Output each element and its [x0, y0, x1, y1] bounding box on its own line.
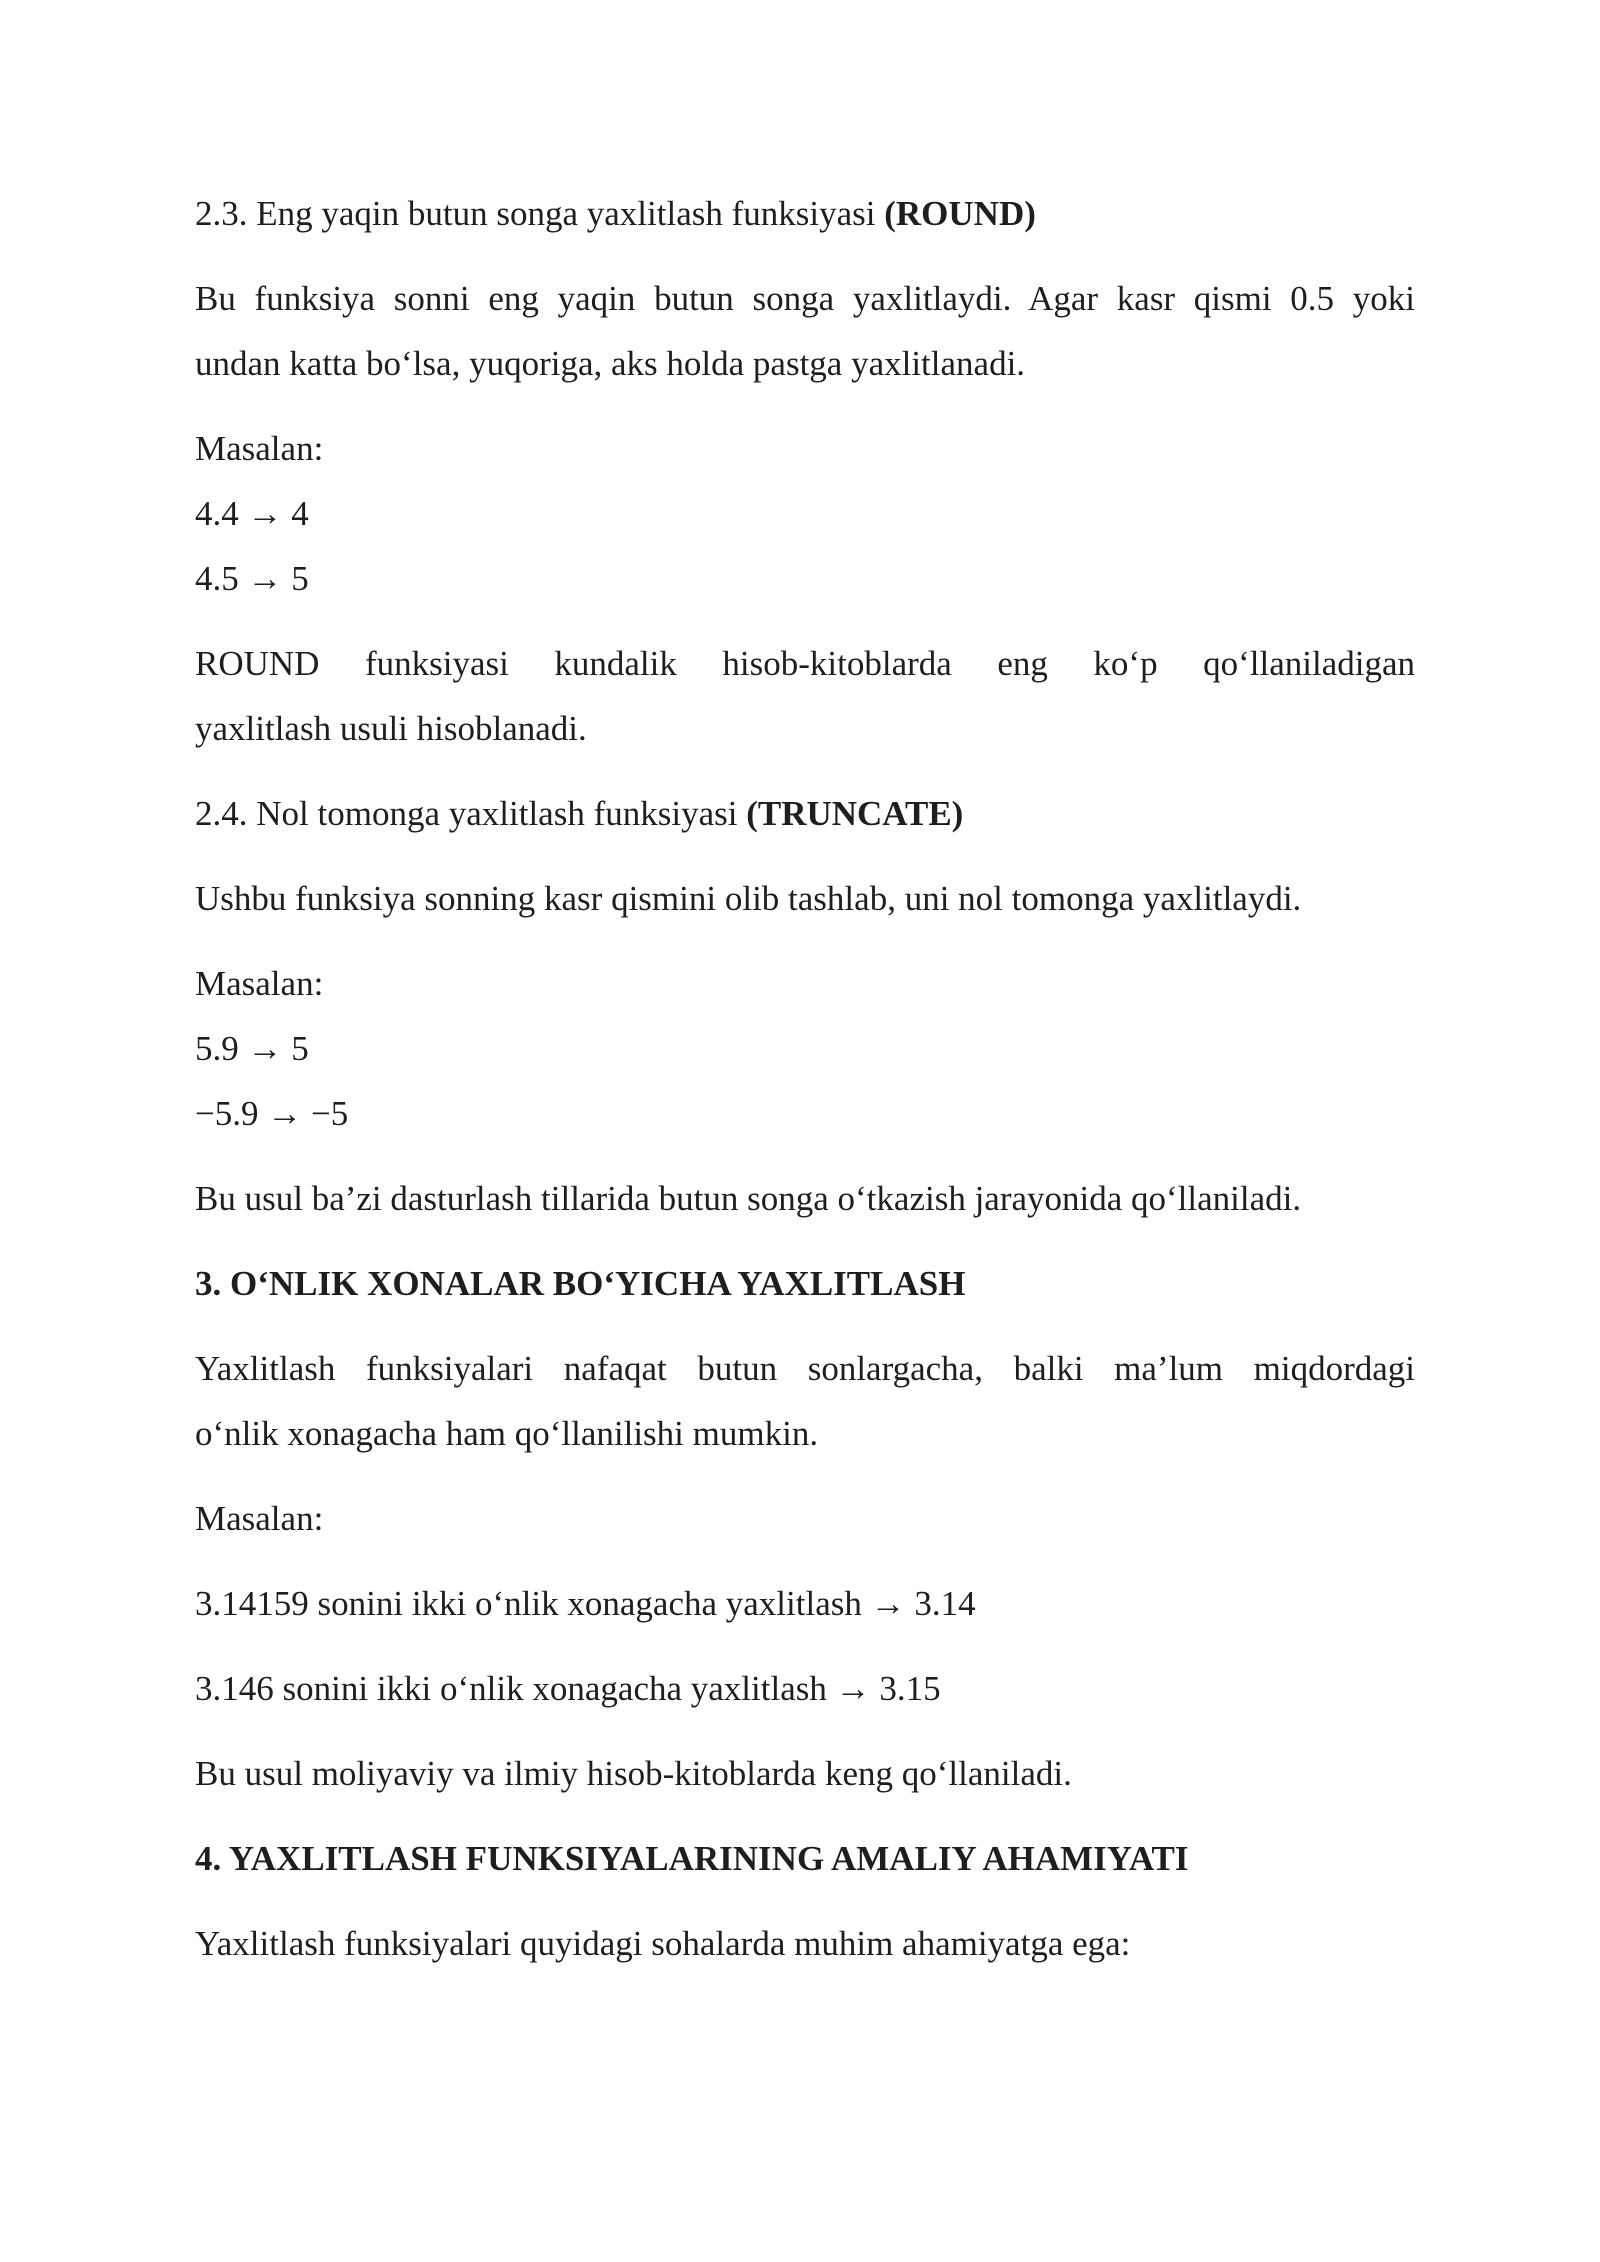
section-2-4-heading-bold: (TRUNCATE) — [746, 794, 964, 833]
section-3-paragraph-line-1: Yaxlitlash funksiyalari nafaqat butun sonlargacha, balki ma’lum miqdordagi — [195, 1349, 1415, 1388]
section-2-3-heading — [195, 190, 1036, 238]
section-2-4-example-label: Masalan: — [195, 964, 324, 1003]
section-2-3-paragraph-line-1: Bu funksiya sonni eng yaqin butun songa yaxlitlaydi. Agar kasr qismi 0.5 yoki — [195, 279, 1415, 318]
section-2-4-paragraph: Ushbu funksiya sonning kasr qismini olib tashlab, uni nol tomonga yaxlitlaydi. — [195, 879, 1302, 918]
section-3-note: Bu usul moliyaviy va ilmiy hisob-kitoblarda keng qo‘llaniladi. — [195, 1754, 1072, 1793]
section-4-paragraph: Yaxlitlash funksiyalari quyidagi sohalarda muhim ahamiyatga ega: — [195, 1924, 1131, 1963]
section-2-3-paragraph-line-2: undan katta bo‘lsa, yuqoriga, aks holda pastga yaxlitlanadi. — [195, 344, 1026, 383]
section-2-4-example-2: −5.9 → −5 — [195, 1094, 349, 1133]
section-2-4-note: Bu usul ba’zi dasturlash tillarida butun songa o‘tkazish jarayonida qo‘llaniladi. — [195, 1179, 1302, 1218]
section-2-3-example-1: 4.4 → 4 — [195, 494, 309, 533]
section-2-3-note-line-1: ROUND funksiyasi kundalik hisob-kitoblarda eng ko‘p qo‘llaniladigan — [195, 644, 1415, 683]
section-2-3-example-label: Masalan: — [195, 429, 324, 468]
section-3-example-label: Masalan: — [195, 1499, 324, 1538]
section-3-heading: 3. O‘NLIK XONALAR BO‘YICHA YAXLITLASH — [195, 1264, 966, 1303]
section-4-heading: 4. YAXLITLASH FUNKSIYALARINING AMALIY AHAMIYATI — [195, 1839, 1189, 1878]
section-2-4-heading-text: 2.4. Nol tomonga yaxlitlash funksiyasi — [195, 794, 738, 833]
section-3-example-1: 3.14159 sonini ikki o‘nlik xonagacha yaxlitlash → 3.14 — [195, 1584, 976, 1623]
section-2-3-note-line-2: yaxlitlash usuli hisoblanadi. — [195, 709, 587, 748]
section-2-4-example-1: 5.9 → 5 — [195, 1029, 309, 1068]
section-2-3-example-2: 4.5 → 5 — [195, 559, 309, 598]
section-2-3-heading-text: 2.3. Eng yaqin butun songa yaxlitlash funksiyasi — [195, 194, 876, 233]
section-3-paragraph-line-2: o‘nlik xonagacha ham qo‘llanilishi mumkin. — [195, 1414, 819, 1453]
section-2-3-heading-bold: (ROUND) — [884, 194, 1036, 233]
section-3-example-2: 3.146 sonini ikki o‘nlik xonagacha yaxlitlash → 3.15 — [195, 1669, 941, 1708]
section-2-4-heading — [195, 790, 963, 838]
